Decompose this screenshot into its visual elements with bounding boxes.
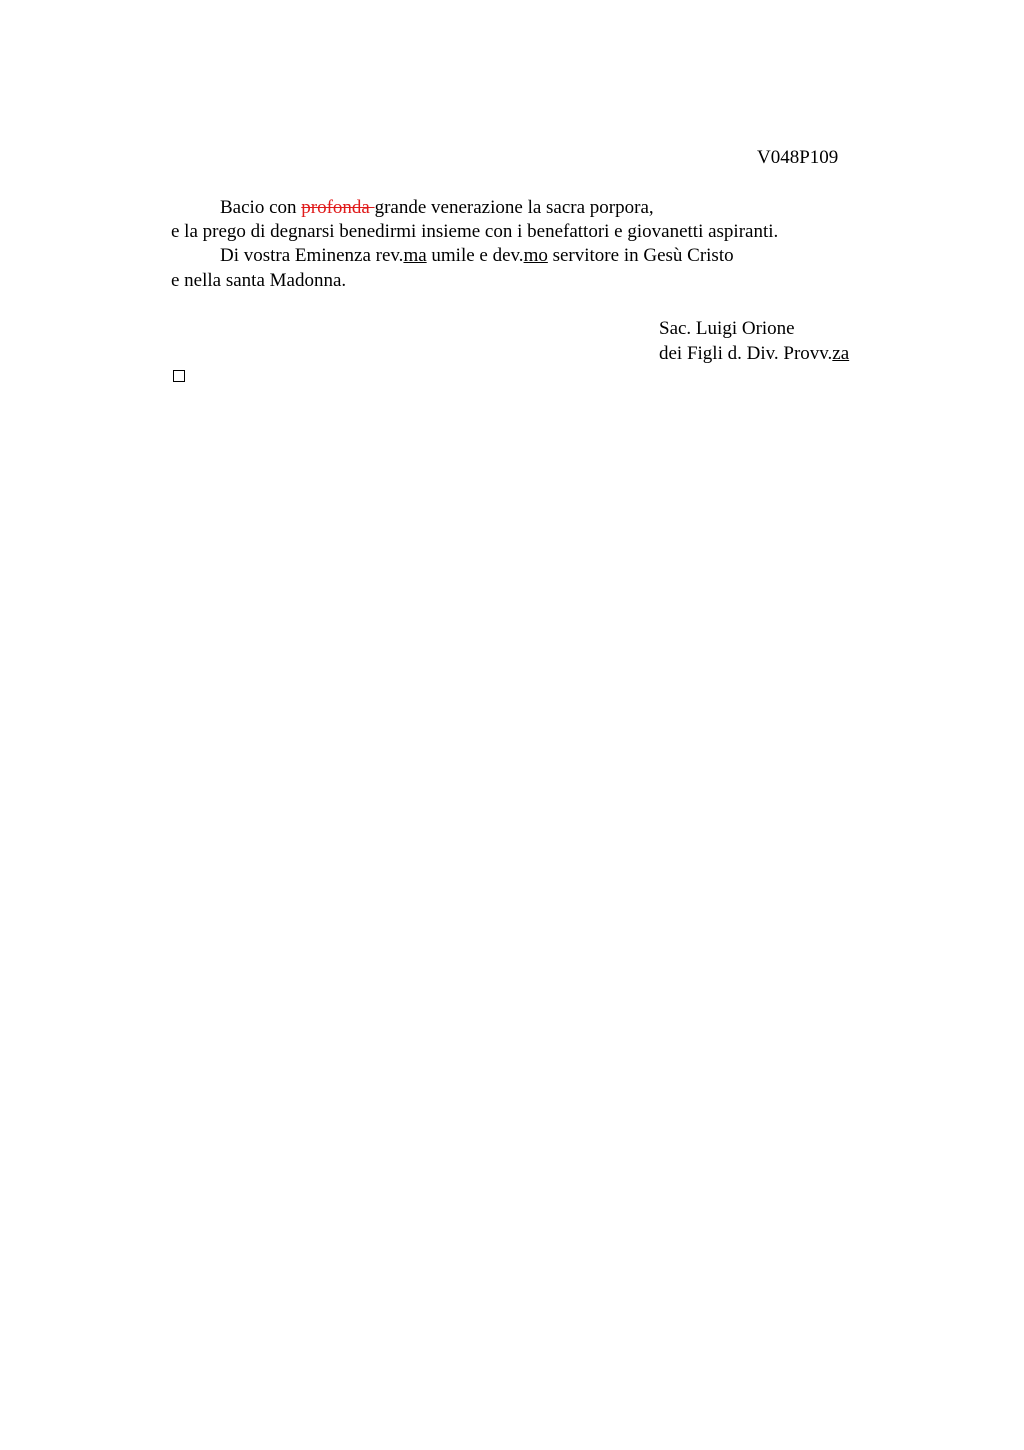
line-3-part-2: umile e dev. — [426, 245, 524, 266]
signature-order-prefix: dei Figli d. Div. Provv. — [659, 343, 833, 364]
page-code: V048P109 — [757, 147, 839, 168]
abbreviation-mo: mo — [523, 245, 548, 266]
abbreviation-za: za — [832, 343, 850, 364]
line-3-part-3: servitore in Gesù Cristo — [547, 245, 734, 266]
box-marker-icon — [173, 370, 185, 382]
line-3-part-1: Di vostra Eminenza rev. — [220, 245, 404, 266]
letter-line-3 — [220, 244, 734, 268]
letter-line-1 — [220, 196, 654, 220]
signature-name: Sac. Luigi Orione — [659, 318, 795, 339]
abbreviation-ma: ma — [403, 245, 427, 266]
signature-order — [659, 342, 849, 366]
deleted-word: profonda — [301, 197, 375, 218]
letter-line-4: e nella santa Madonna. — [171, 270, 347, 291]
line-1-after: grande venerazione la sacra porpora, — [374, 197, 654, 218]
line-1-before: Bacio con — [220, 197, 302, 218]
letter-line-2: e la prego di degnarsi benedirmi insieme con i benefattori e giovanetti aspiranti. — [171, 221, 779, 242]
